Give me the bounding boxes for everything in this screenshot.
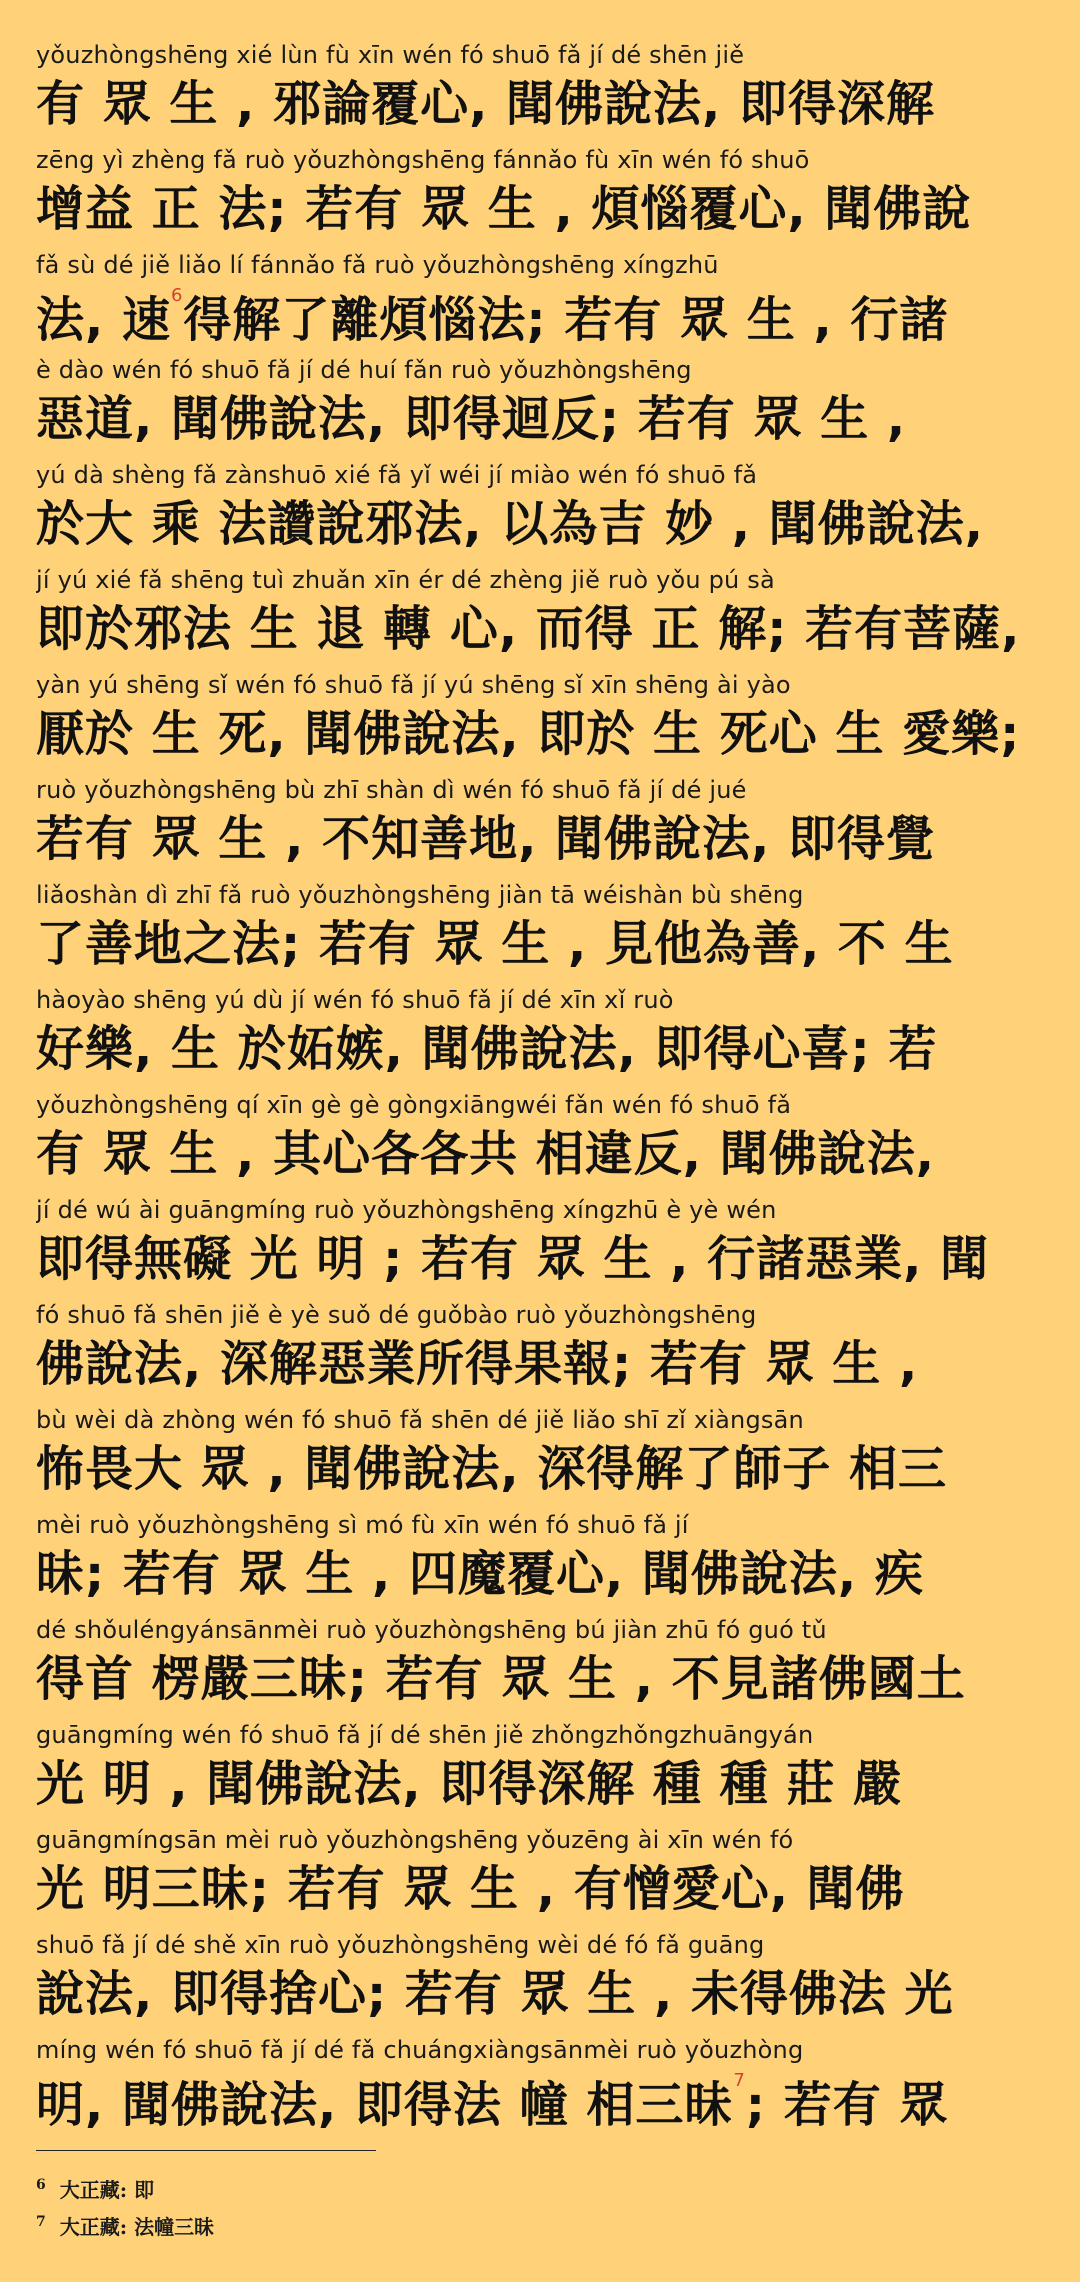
verse-line-20 (36, 2035, 1044, 2140)
chinese-text: 得首 楞嚴三昧; 若有 眾 生 , 不見諸佛國土 (36, 1651, 966, 1707)
verse-line-12 (36, 1195, 1044, 1300)
footnote-divider (36, 2150, 376, 2151)
chinese-text (36, 280, 1044, 348)
chinese-text: 若有 眾 生 , 不知善地, 聞佛說法, 即得覺 (36, 811, 935, 867)
chinese-text-part: 法, 速 (36, 292, 171, 348)
verse-line-16 (36, 1615, 1044, 1720)
pinyin-annotation: fó shuō fǎ shēn jiě è yè suǒ dé guǒbào ruò yǒuzhòngshēng (36, 1301, 757, 1329)
pinyin-annotation: yú dà shèng fǎ zànshuō xié fǎ yǐ wéi jí miào wén fó shuō fǎ (36, 461, 758, 489)
pinyin-annotation: míng wén fó shuō fǎ jí dé fǎ chuángxiàngsānmèi ruò yǒuzhòng (36, 2036, 804, 2064)
verse-line-9 (36, 880, 1044, 985)
chinese-text: 惡道, 聞佛說法, 即得迴反; 若有 眾 生 , (36, 391, 907, 447)
verse-line-4 (36, 355, 1044, 460)
chinese-text: 好樂, 生 於妬嫉, 聞佛說法, 即得心喜; 若 (36, 1021, 938, 1077)
footnote (36, 2173, 1044, 2210)
pinyin-annotation: yǒuzhòngshēng xié lùn fù xīn wén fó shuō fǎ jí dé shēn jiě (36, 41, 745, 69)
chinese-text: 即於邪法 生 退 轉 心, 而得 正 解; 若有菩薩, (36, 601, 1021, 657)
pinyin-annotation: fǎ sù dé jiě liǎo lí fánnǎo fǎ ruò yǒuzhòngshēng xíngzhū (36, 251, 719, 279)
pinyin-annotation: dé shǒuléngyánsānmèi ruò yǒuzhòngshēng bú jiàn zhū fó guó tǔ (36, 1616, 827, 1644)
footnote-marker[interactable]: 6 (170, 285, 184, 306)
pinyin-annotation: shuō fǎ jí dé shě xīn ruò yǒuzhòngshēng wèi dé fó fǎ guāng (36, 1931, 765, 1959)
verse-line-18 (36, 1825, 1044, 1930)
chinese-text (36, 2065, 1044, 2133)
chinese-text: 佛說法, 深解惡業所得果報; 若有 眾 生 , (36, 1336, 919, 1392)
chinese-text: 有 眾 生 , 其心各各共 相違反, 聞佛說法, (36, 1126, 935, 1182)
chinese-text: 怖畏大 眾 , 聞佛說法, 深得解了師子 相三 (36, 1441, 948, 1497)
chinese-text: 有 眾 生 , 邪論覆心, 聞佛說法, 即得深解 (36, 76, 935, 132)
pinyin-annotation: mèi ruò yǒuzhòngshēng sì mó fù xīn wén fó shuō fǎ jí (36, 1511, 689, 1539)
footnote-number: 6 (36, 2177, 46, 2193)
pinyin-annotation: liǎoshàn dì zhī fǎ ruò yǒuzhòngshēng jiàn tā wéishàn bù shēng (36, 881, 804, 909)
verse-line-14 (36, 1405, 1044, 1510)
footnote-text: 大正藏: 法幢三昧 (59, 2215, 215, 2239)
chinese-text: 光 明三昧; 若有 眾 生 , 有憎愛心, 聞佛 (36, 1861, 905, 1917)
verse-line-11 (36, 1090, 1044, 1195)
pinyin-annotation: jí dé wú ài guāngmíng ruò yǒuzhòngshēng xíngzhū è yè wén (36, 1196, 777, 1224)
verse-line-19 (36, 1930, 1044, 2035)
pinyin-annotation: zēng yì zhèng fǎ ruò yǒuzhòngshēng fánnǎo fù xīn wén fó shuō (36, 146, 810, 174)
chinese-text: 光 明 , 聞佛說法, 即得深解 種 種 莊 嚴 (36, 1756, 903, 1812)
chinese-text-part: 明, 聞佛說法, 即得法 幢 相三昧 (36, 2077, 734, 2133)
chinese-text: 厭於 生 死, 聞佛說法, 即於 生 死心 生 愛樂; (36, 706, 1021, 762)
chinese-text: 增益 正 法; 若有 眾 生 , 煩惱覆心, 聞佛說 (36, 181, 972, 237)
verse-line-5 (36, 460, 1044, 565)
verse-line-6 (36, 565, 1044, 670)
pinyin-annotation: jí yú xié fǎ shēng tuì zhuǎn xīn ér dé zhèng jiě ruò yǒu pú sà (36, 566, 775, 594)
pinyin-annotation: hàoyào shēng yú dù jí wén fó shuō fǎ jí dé xīn xǐ ruò (36, 986, 674, 1014)
chinese-text: 於大 乘 法讚說邪法, 以為吉 妙 , 聞佛說法, (36, 496, 984, 552)
pinyin-annotation: guāngmíng wén fó shuō fǎ jí dé shēn jiě zhǒngzhǒngzhuāngyán (36, 1721, 814, 1749)
pinyin-annotation: bù wèi dà zhòng wén fó shuō fǎ shēn dé jiě liǎo shī zǐ xiàngsān (36, 1406, 804, 1434)
verse-line-2 (36, 145, 1044, 250)
verse-line-8 (36, 775, 1044, 880)
pinyin-annotation: yǒuzhòngshēng qí xīn gè gè gòngxiāngwéi fǎn wén fó shuō fǎ (36, 1091, 792, 1119)
footnote-text: 大正藏: 即 (59, 2178, 155, 2202)
verse-line-10 (36, 985, 1044, 1090)
pinyin-annotation: ruò yǒuzhòngshēng bù zhī shàn dì wén fó shuō fǎ jí dé jué (36, 776, 747, 804)
footnote-number: 7 (36, 2214, 46, 2230)
chinese-text: 昧; 若有 眾 生 , 四魔覆心, 聞佛說法, 疾 (36, 1546, 924, 1602)
footnote-marker[interactable]: 7 (733, 2070, 746, 2091)
footnote (36, 2210, 1044, 2247)
verse-line-3 (36, 250, 1044, 355)
chinese-text-part: ; 若有 眾 (745, 2077, 949, 2133)
verse-line-13 (36, 1300, 1044, 1405)
chinese-text-part: 得解了離煩惱法; 若有 眾 生 , 行諸 (183, 292, 949, 348)
text-body (36, 40, 1044, 2140)
footnotes-section (36, 2150, 1044, 2247)
chinese-text: 即得無礙 光 明 ; 若有 眾 生 , 行諸惡業, 聞 (36, 1231, 990, 1287)
verse-line-17 (36, 1720, 1044, 1825)
verse-line-7 (36, 670, 1044, 775)
verse-line-1 (36, 40, 1044, 145)
chinese-text: 了善地之法; 若有 眾 生 , 見他為善, 不 生 (36, 916, 954, 972)
chinese-text: 說法, 即得捨心; 若有 眾 生 , 未得佛法 光 (36, 1966, 954, 2022)
pinyin-annotation: yàn yú shēng sǐ wén fó shuō fǎ jí yú shēng sǐ xīn shēng ài yào (36, 671, 791, 699)
pinyin-annotation: guāngmíngsān mèi ruò yǒuzhòngshēng yǒuzēng ài xīn wén fó (36, 1826, 794, 1854)
pinyin-annotation: è dào wén fó shuō fǎ jí dé huí fǎn ruò yǒuzhòngshēng (36, 356, 692, 384)
verse-line-15 (36, 1510, 1044, 1615)
